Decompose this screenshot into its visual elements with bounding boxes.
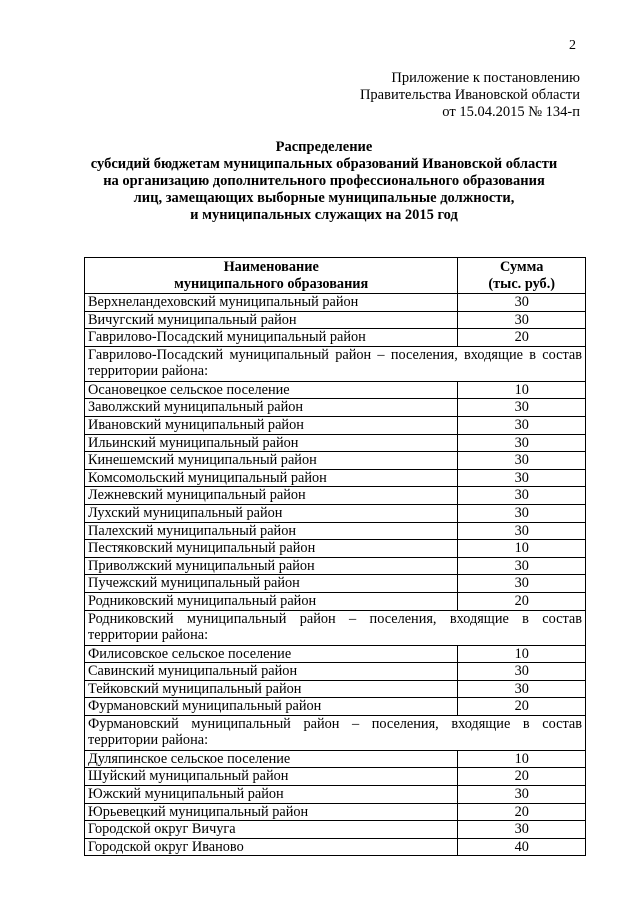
municipality-cell: Дуляпинское сельское поселение [85,750,458,768]
municipality-cell: Верхнеландеховский муниципальный район [85,294,458,312]
header-text: (тыс. руб.) [488,275,556,292]
municipality-cell: Заволжский муниципальный район [85,399,458,417]
header-text: муниципального образования [174,275,369,292]
appendix-line: от 15.04.2015 № 134-п [442,104,580,120]
table-row [85,504,586,522]
title-line: Распределение [275,139,373,155]
municipality-cell: Приволжский муниципальный район [85,557,458,575]
table-body [85,294,586,856]
municipality-cell: Фурмановский муниципальный район [85,698,458,716]
municipality-cell: Южский муниципальный район [85,786,458,804]
table-row [85,416,586,434]
page-number: 2 [569,38,576,53]
sum-cell: 30 [458,434,586,452]
table-row [85,575,586,593]
sum-cell: 30 [458,663,586,681]
sum-cell: 30 [458,399,586,417]
municipality-cell: Родниковский муниципальный район [85,592,458,610]
municipality-cell: Вичугский муниципальный район [85,311,458,329]
sum-cell: 30 [458,294,586,312]
sum-cell: 30 [458,557,586,575]
sum-cell: 40 [458,838,586,856]
table-row [85,592,586,610]
table-row [85,540,586,558]
municipality-cell: Комсомольский муниципальный район [85,469,458,487]
sum-cell: 30 [458,786,586,804]
sum-cell: 20 [458,803,586,821]
sum-cell: 10 [458,750,586,768]
sum-cell: 30 [458,416,586,434]
municipality-cell: Филисовское сельское поселение [85,645,458,663]
table-row [85,452,586,470]
column-header-sum [458,258,586,294]
table-row [85,838,586,856]
sum-cell: 20 [458,768,586,786]
municipality-cell: Шуйский муниципальный район [85,768,458,786]
sum-cell: 10 [458,540,586,558]
municipality-cell: Ивановский муниципальный район [85,416,458,434]
sum-cell: 20 [458,698,586,716]
table-row [85,294,586,312]
municipality-cell: Тейковский муниципальный район [85,680,458,698]
table-row [85,663,586,681]
sum-cell: 30 [458,504,586,522]
title-line: лиц, замещающих выборные муниципальные должности, [133,190,515,206]
appendix-note [0,70,580,121]
appendix-line: Приложение к постановлению [391,70,580,86]
municipality-cell: Городской округ Вичуга [85,821,458,839]
subsidy-table [84,257,586,856]
sum-cell: 30 [458,469,586,487]
note-cell: Гаврилово-Посадский муниципальный район – поселения, входящие в состав территории района: [85,346,586,381]
table-row [85,645,586,663]
table-row [85,803,586,821]
municipality-cell: Лежневский муниципальный район [85,487,458,505]
table-row [85,311,586,329]
header-text: Сумма [499,259,544,275]
table-header-row [85,258,586,294]
sum-cell: 20 [458,592,586,610]
table-row [85,381,586,399]
note-cell: Родниковский муниципальный район – поселения, входящие в состав территории района: [85,610,586,645]
sum-cell: 20 [458,329,586,347]
municipality-cell: Гаврилово-Посадский муниципальный район [85,329,458,347]
title-line: и муниципальных служащих на 2015 год [190,207,458,223]
table-note-row [85,610,586,645]
header-text: Наименование [223,259,319,275]
table-note-row [85,715,586,750]
table-row [85,329,586,347]
municipality-cell: Савинский муниципальный район [85,663,458,681]
municipality-cell: Осановецкое сельское поселение [85,381,458,399]
municipality-cell: Пестяковский муниципальный район [85,540,458,558]
municipality-cell: Юрьевецкий муниципальный район [85,803,458,821]
appendix-line: Правительства Ивановской области [359,87,580,103]
table-row [85,522,586,540]
table-row [85,768,586,786]
sum-cell: 30 [458,680,586,698]
sum-cell: 10 [458,645,586,663]
municipality-cell: Пучежский муниципальный район [85,575,458,593]
table-row [85,750,586,768]
municipality-cell: Лухский муниципальный район [85,504,458,522]
sum-cell: 10 [458,381,586,399]
note-cell: Фурмановский муниципальный район – поселения, входящие в состав территории района: [85,715,586,750]
title-line: на организацию дополнительного профессионального образования [103,173,545,189]
sum-cell: 30 [458,311,586,329]
sum-cell: 30 [458,522,586,540]
sum-cell: 30 [458,487,586,505]
municipality-cell: Ильинский муниципальный район [85,434,458,452]
table-note-row [85,346,586,381]
table-row [85,821,586,839]
sum-cell: 30 [458,575,586,593]
table-row [85,469,586,487]
sum-cell: 30 [458,452,586,470]
column-header-name [85,258,458,294]
table-row [85,680,586,698]
sum-cell: 30 [458,821,586,839]
table-row [85,487,586,505]
document-title [60,139,588,224]
municipality-cell: Кинешемский муниципальный район [85,452,458,470]
table-row [85,557,586,575]
table-row [85,434,586,452]
municipality-cell: Городской округ Иваново [85,838,458,856]
table-row [85,786,586,804]
title-line: субсидий бюджетам муниципальных образований Ивановской области [90,156,558,172]
table-row [85,399,586,417]
municipality-cell: Палехский муниципальный район [85,522,458,540]
table-row [85,698,586,716]
